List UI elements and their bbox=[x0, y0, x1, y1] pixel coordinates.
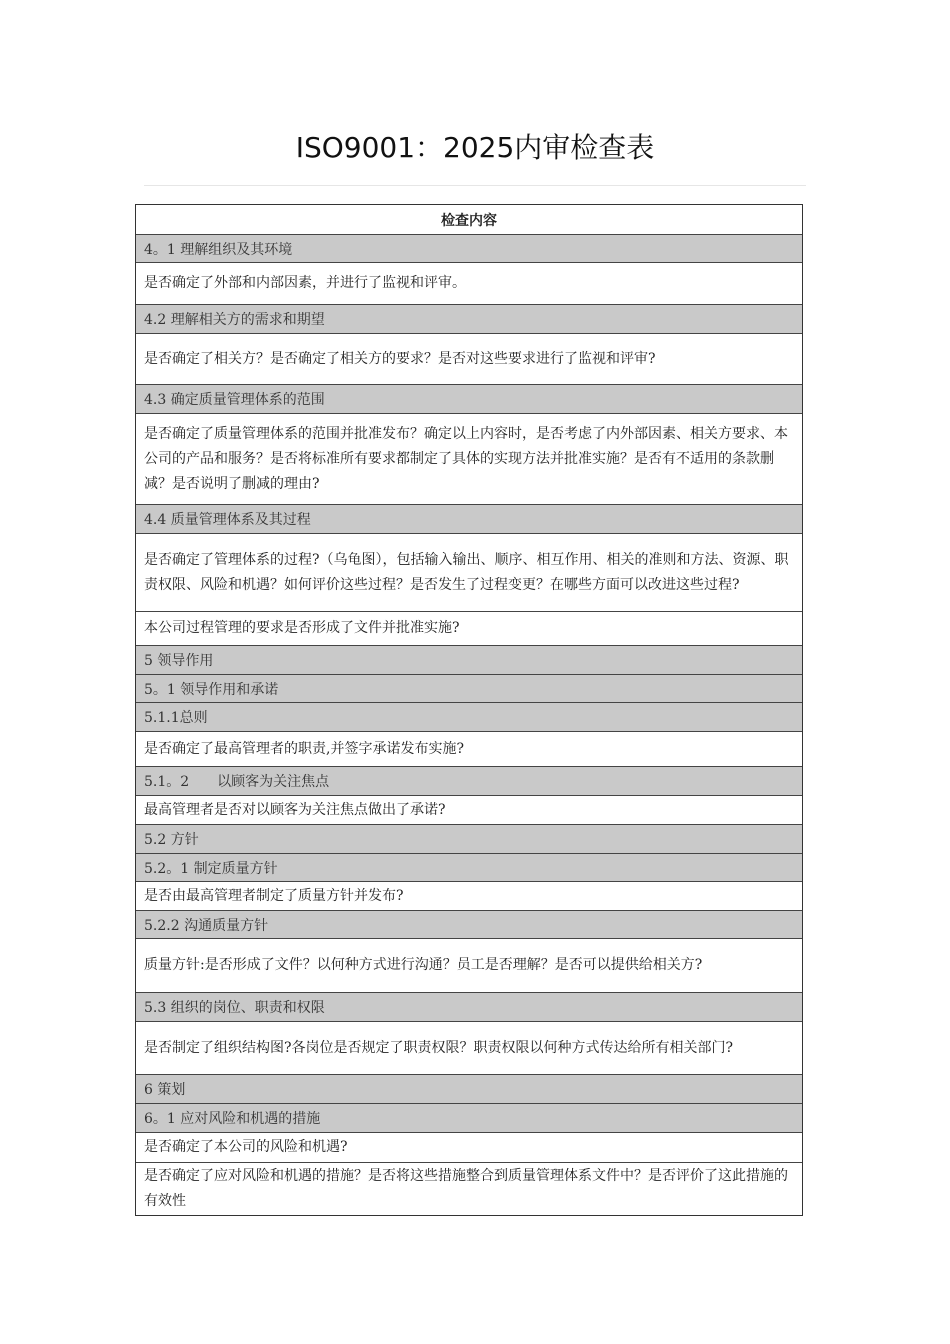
checklist-item-text: 是否确定了本公司的风险和机遇? bbox=[144, 1139, 348, 1155]
checklist-item-text: 是否由最高管理者制定了质量方针并发布? bbox=[144, 887, 404, 904]
checklist-item-text: 是否确定了应对风险和机遇的措施？是否将这些措施整合到质量管理体系文件中？是否评价了这此措施的有效性 bbox=[144, 1168, 788, 1209]
section-label: 5.2.2 沟通质量方针 bbox=[144, 917, 269, 934]
checklist-item-text: 最高管理者是否对以顾客为关注焦点做出了承诺? bbox=[144, 801, 446, 818]
checklist-item bbox=[136, 1021, 802, 1074]
section-row bbox=[136, 1074, 802, 1103]
section-row bbox=[136, 304, 802, 333]
checklist-item-text: 是否确定了相关方？是否确定了相关方的要求？是否对这些要求进行了监视和评审? bbox=[144, 350, 656, 367]
section-row bbox=[136, 645, 802, 674]
checklist-item-text: 是否制定了组织结构图?各岗位是否规定了职责权限？职责权限以何种方式传达给所有相关部门? bbox=[144, 1039, 734, 1056]
section-row bbox=[136, 824, 802, 853]
checklist-item bbox=[136, 413, 802, 504]
section-row bbox=[136, 1103, 802, 1132]
section-label: 4.4 质量管理体系及其过程 bbox=[144, 512, 311, 528]
checklist-item bbox=[136, 533, 802, 611]
checklist-item bbox=[136, 731, 802, 766]
title-divider bbox=[144, 185, 806, 186]
audit-checklist-table bbox=[135, 204, 803, 1216]
table-header-label: 检查内容 bbox=[441, 212, 497, 229]
checklist-item-text: 质量方针:是否形成了文件？以何种方式进行沟通？员工是否理解？是否可以提供给相关方? bbox=[144, 957, 703, 973]
section-label: 5。1 领导作用和承诺 bbox=[144, 681, 279, 698]
section-label: 6。1 应对风险和机遇的措施 bbox=[144, 1111, 321, 1127]
section-label: 5.1。2 以顾客为关注焦点 bbox=[144, 774, 330, 790]
checklist-item bbox=[136, 795, 802, 824]
checklist-item bbox=[136, 333, 802, 384]
checklist-item bbox=[136, 1162, 802, 1215]
section-row bbox=[136, 910, 802, 938]
checklist-item bbox=[136, 611, 802, 645]
checklist-item bbox=[136, 881, 802, 910]
section-row bbox=[136, 702, 802, 731]
section-label: 4.3 确定质量管理体系的范围 bbox=[144, 392, 325, 408]
checklist-item bbox=[136, 262, 802, 304]
checklist-item-text: 本公司过程管理的要求是否形成了文件并批准实施? bbox=[144, 620, 460, 636]
section-label: 5.2 方针 bbox=[144, 832, 199, 848]
section-label: 4.2 理解相关方的需求和期望 bbox=[144, 312, 325, 328]
checklist-item-text: 是否确定了最高管理者的职责,并签字承诺发布实施? bbox=[144, 740, 464, 757]
document-title: ISO9001：2025内审检查表 bbox=[295, 131, 655, 164]
section-row bbox=[136, 384, 802, 413]
section-row bbox=[136, 853, 802, 881]
section-label: 5.1.1总则 bbox=[144, 710, 208, 726]
section-row bbox=[136, 992, 802, 1021]
section-row bbox=[136, 674, 802, 702]
section-label: 4。1 理解组织及其环境 bbox=[144, 241, 293, 258]
checklist-item bbox=[136, 938, 802, 992]
table-header bbox=[136, 205, 802, 234]
checklist-item-text: 是否确定了管理体系的过程?（乌龟图），包括输入输出、顺序、相互作用、相关的准则和方法、资源、职责权限、风险和机遇？如何评价这些过程？是否发生了过程变更？在哪些方面可以改进这些过程? bbox=[144, 551, 789, 593]
section-row bbox=[136, 504, 802, 533]
section-label: 6 策划 bbox=[144, 1082, 186, 1098]
checklist-item-text: 是否确定了质量管理体系的范围并批准发布？确定以上内容时，是否考虑了内外部因素、相关方要求、本公司的产品和服务？是否将标准所有要求都制定了具体的实现方法并批准实施？是否有不适用的条款删减？是否说明了删减的理由? bbox=[144, 425, 788, 492]
checklist-item-text: 是否确定了外部和内部因素，并进行了监视和评审。 bbox=[144, 275, 466, 291]
checklist-item bbox=[136, 1132, 802, 1162]
section-label: 5.2。1 制定质量方针 bbox=[144, 860, 278, 877]
section-row bbox=[136, 766, 802, 795]
section-row bbox=[136, 234, 802, 262]
section-label: 5 领导作用 bbox=[144, 653, 214, 669]
section-label: 5.3 组织的岗位、职责和权限 bbox=[144, 1000, 325, 1016]
